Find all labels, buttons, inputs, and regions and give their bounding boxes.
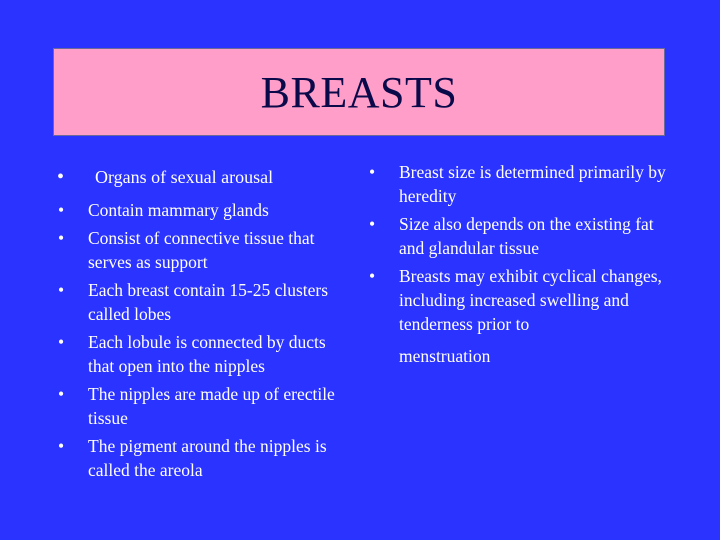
- bullet-text: The nipples are made up of erectile tissue: [88, 384, 335, 428]
- bullet-icon: •: [58, 200, 65, 220]
- slide-title: BREASTS: [260, 67, 458, 117]
- bullet-item: [55, 164, 355, 190]
- bullet-text-continuation: menstruation: [399, 346, 491, 366]
- bullet-item: [55, 198, 355, 222]
- bullet-text: Organs of sexual arousal: [95, 167, 274, 187]
- bullet-item: [55, 382, 355, 430]
- bullet-icon: •: [369, 214, 376, 234]
- bullet-text: The pigment around the nipples is called the areola: [88, 436, 327, 480]
- bullet-item: [55, 278, 355, 326]
- bullet-text: Each lobule is connected by ducts that open into the nipples: [88, 332, 326, 376]
- bullet-text: Breasts may exhibit cyclical changes, including increased swelling and tenderness prior to: [399, 266, 662, 334]
- bullet-item: [366, 160, 666, 208]
- bullet-text: Size also depends on the existing fat and glandular tissue: [399, 214, 654, 258]
- bullet-icon: •: [58, 384, 65, 404]
- bullet-icon: •: [58, 280, 65, 300]
- bullet-text: Contain mammary glands: [88, 200, 269, 220]
- left-bullet-column: [55, 164, 355, 486]
- bullet-icon: •: [58, 436, 65, 456]
- bullet-text: Breast size is determined primarily by heredity: [399, 162, 666, 206]
- right-bullet-column: [366, 160, 666, 372]
- bullet-icon: •: [369, 266, 376, 286]
- bullet-item: [55, 434, 355, 482]
- bullet-item: [366, 264, 666, 368]
- bullet-text: Each breast contain 15-25 clusters called lobes: [88, 280, 329, 324]
- bullet-item: [55, 226, 355, 274]
- bullet-text: Consist of connective tissue that serves as support: [88, 228, 315, 272]
- bullet-item: [366, 212, 666, 260]
- bullet-icon: •: [58, 228, 65, 248]
- title-box: [53, 48, 665, 136]
- bullet-icon: •: [57, 166, 65, 188]
- bullet-item: [55, 330, 355, 378]
- bullet-icon: •: [369, 162, 376, 182]
- bullet-icon: •: [58, 332, 65, 352]
